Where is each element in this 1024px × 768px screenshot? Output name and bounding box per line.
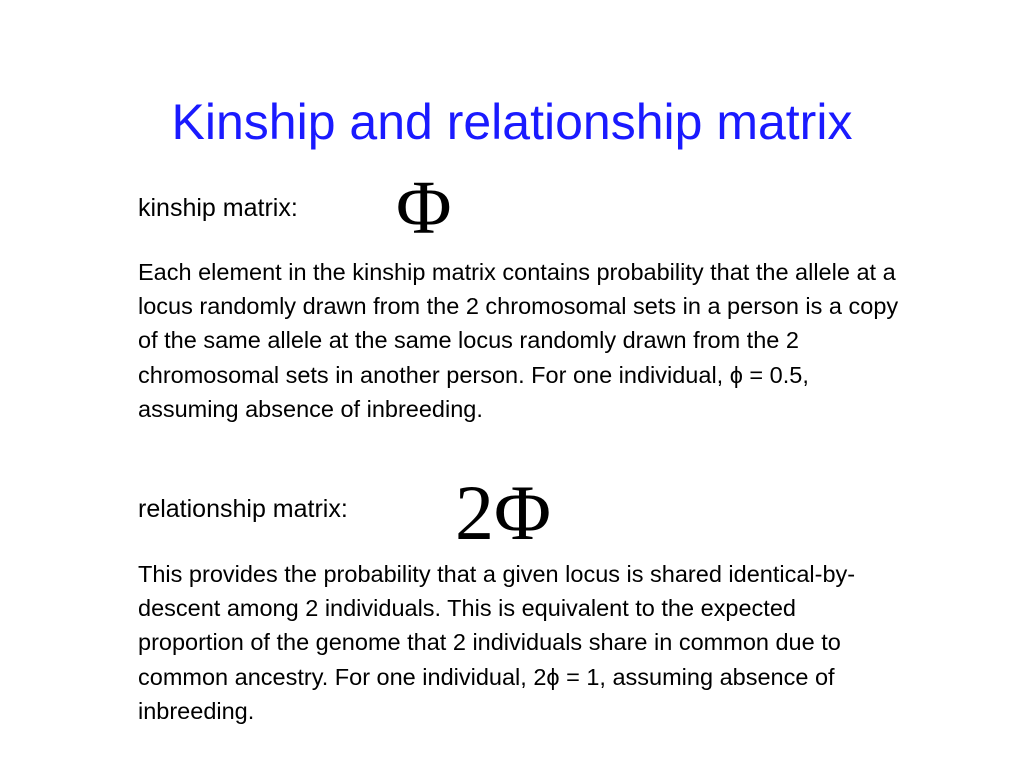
slide-title: Kinship and relationship matrix [171,94,853,150]
relationship-matrix-label: relationship matrix: [138,495,348,523]
relationship-description: This provides the probability that a given locus is shared identical-by-descent among 2 individuals. This is equivalent to the expected proportion of the genome that 2 individuals share in common due to common ancestry. For one individual, 2ϕ = 1, assuming absence of inbreeding. [138,561,856,724]
kinship-matrix-label: kinship matrix: [138,194,298,222]
kinship-symbol: Φ [396,166,452,250]
kinship-description: Each element in the kinship matrix contains probability that the allele at a locus randomly drawn from the 2 chromosomal sets in a person is a copy of the same allele at the same locus randomly drawn from the 2 chromosomal sets in another person. For one individual, ϕ = 0.5, assuming absence of inbreeding. [138,259,899,422]
relationship-symbol: 2Φ [455,469,552,556]
